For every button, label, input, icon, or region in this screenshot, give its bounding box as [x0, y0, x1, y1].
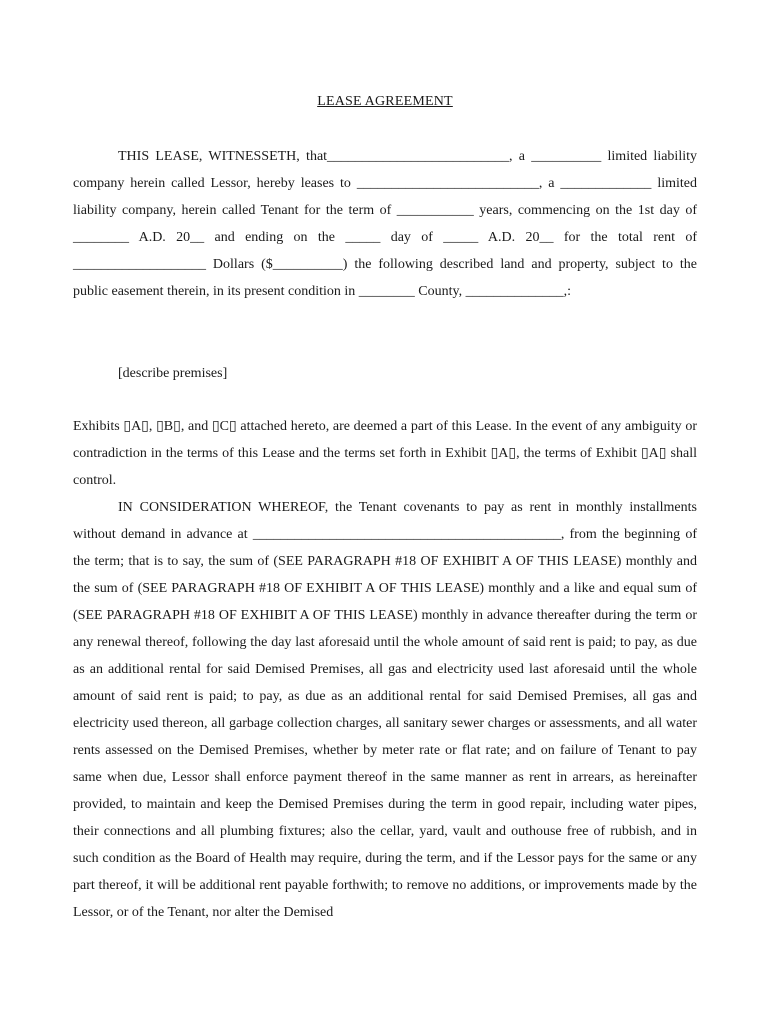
paragraph-premises: [describe premises] [118, 366, 228, 381]
paragraph-exhibits: Exhibits ▯A▯, ▯B▯, and ▯C▯ attached hereto, are deemed a part of this Lease. In the event of any ambiguity or contradiction in the terms of this Lease and the terms set forth in Exhibit ▯A▯, the terms of Exhibit ▯A▯ shall control. [73, 419, 697, 488]
document-title: LEASE AGREEMENT [317, 94, 453, 109]
paragraph-parties: THIS LEASE, WITNESSETH, that__________________________, a __________ limited liability company herein called Lessor, hereby leases to __________________________, a _____________ limited liability company, herein called Tenant for the term of ___________ years, commencing on the 1st day of ________ A.D. 20__ and ending on the _____ day of _____ A.D. 20__ for the total rent of ___________________ Dollars ($__________) the following described land and property, subject to the public easement therein, in its present condition in ________ County, ______________,: [73, 149, 697, 299]
paragraph-consideration: IN CONSIDERATION WHEREOF, the Tenant covenants to pay as rent in monthly installments without demand in advance at ____________________________________________, from the beginning of the term; that is to say, the sum of (SEE PARAGRAPH #18 OF EXHIBIT A OF THIS LEASE) monthly and the sum of (SEE PARAGRAPH #18 OF EXHIBIT A OF THIS LEASE) monthly and a like and equal sum of (SEE PARAGRAPH #18 OF EXHIBIT A OF THIS LEASE) monthly in advance thereafter during the term or any renewal thereof, following the day last aforesaid until the whole amount of said rent is paid; to pay, as due as an additional rental for said Demised Premises, all gas and electricity used last aforesaid until the whole amount of said rent is paid; to pay, as due as an additional rental for said Demised Premises, all gas and electricity used thereon, all garbage collection charges, all sanitary sewer charges or assessments, and all water rents assessed on the Demised Premises, whether by meter rate or flat rate; and on failure of Tenant to pay same when due, Lessor shall enforce payment thereof in the same manner as rent in arrears, as hereinafter provided, to maintain and keep the Demised Premises during the term in good repair, including water pipes, their connections and all plumbing fixtures; also the cellar, yard, vault and outhouse free of rubbish, and in such condition as the Board of Health may require, during the term, and if the Lessor pays for the same or any part thereof, it will be additional rent payable forthwith; to remove no additions, or improvements made by the Lessor, or of the Tenant, nor alter the Demised [73, 500, 697, 920]
